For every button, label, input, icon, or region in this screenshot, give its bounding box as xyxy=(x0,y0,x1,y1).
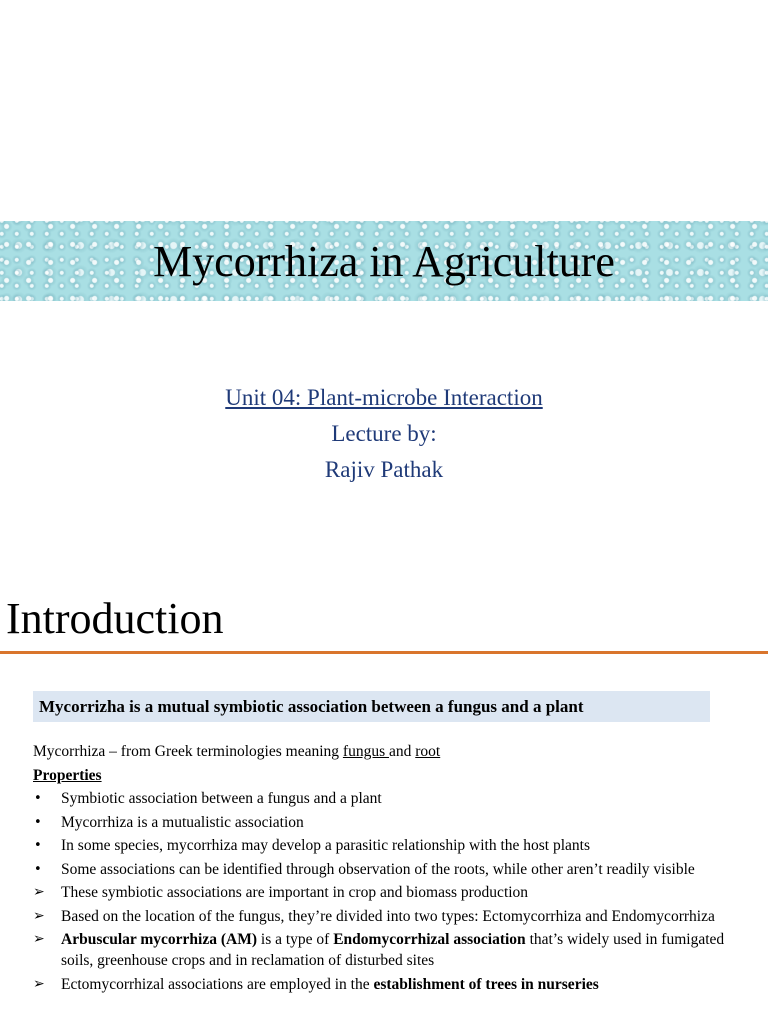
list-item xyxy=(33,788,733,809)
bullet-icon: • xyxy=(34,861,42,877)
section-heading: Introduction xyxy=(6,594,224,643)
properties-list xyxy=(33,788,733,997)
list-item-text: Symbiotic association between a fungus and a plant xyxy=(61,790,382,807)
list-item-text: Endomycorrhizal association xyxy=(333,931,526,948)
list-item-text: These symbiotic associations are important in crop and biomass production xyxy=(61,884,529,901)
list-item-text: Based on the location of the fungus, they’re divided into two types: Ectomycorrhiza and Endomycorrhiza xyxy=(61,907,715,925)
list-item xyxy=(33,859,733,880)
etymology-word-root: root xyxy=(415,743,441,760)
arrow-bullet-icon: ➢ xyxy=(33,884,45,900)
unit-link[interactable]: Unit 04: Plant-microbe Interaction xyxy=(225,385,543,410)
list-item-text: Ectomycorrhizal associations are employed in the xyxy=(61,975,374,993)
bullet-icon: • xyxy=(34,814,42,830)
properties-label: Properties xyxy=(33,767,102,784)
list-item xyxy=(33,974,733,995)
bullet-icon: • xyxy=(34,838,42,853)
etymology-word-fungus: fungus xyxy=(342,743,389,760)
etymology-prefix: Mycorrhiza – from Greek terminologies meaning xyxy=(33,743,343,760)
bullet-icon: • xyxy=(34,791,42,806)
author-name: Rajiv Pathak xyxy=(324,457,444,482)
list-item xyxy=(33,906,733,927)
etymology-connector: and xyxy=(388,743,416,760)
list-item-text: In some species, mycorrhiza may develop a parasitic relationship with the host plants xyxy=(61,837,591,854)
arrow-bullet-icon: ➢ xyxy=(33,975,45,992)
etymology-line xyxy=(33,741,733,762)
list-item xyxy=(33,882,733,903)
list-item xyxy=(33,812,733,833)
list-item xyxy=(33,929,733,971)
definition-box: Mycorrizha is a mutual symbiotic association between a fungus and a plant xyxy=(33,691,710,722)
arrow-bullet-icon: ➢ xyxy=(33,931,45,947)
list-item-text: establishment of trees in nurseries xyxy=(373,975,599,993)
arrow-bullet-icon: ➢ xyxy=(33,907,45,924)
list-item-text: that’s widely used in fumigated soils, greenhouse crops and in reclamation of disturbed sites xyxy=(61,931,725,969)
list-item-text: Arbuscular mycorrhiza (AM) xyxy=(61,931,258,948)
heading-divider xyxy=(0,651,768,654)
list-item xyxy=(33,835,733,856)
lecture-by-label: Lecture by: xyxy=(331,421,437,446)
list-item-text: is a type of xyxy=(257,931,334,948)
slide-title: Mycorrhiza in Agriculture xyxy=(153,237,615,286)
list-item-text: Some associations can be identified through observation of the roots, while other aren’t readily visible xyxy=(61,860,695,878)
list-item-text: Mycorrhiza is a mutualistic association xyxy=(61,813,304,831)
